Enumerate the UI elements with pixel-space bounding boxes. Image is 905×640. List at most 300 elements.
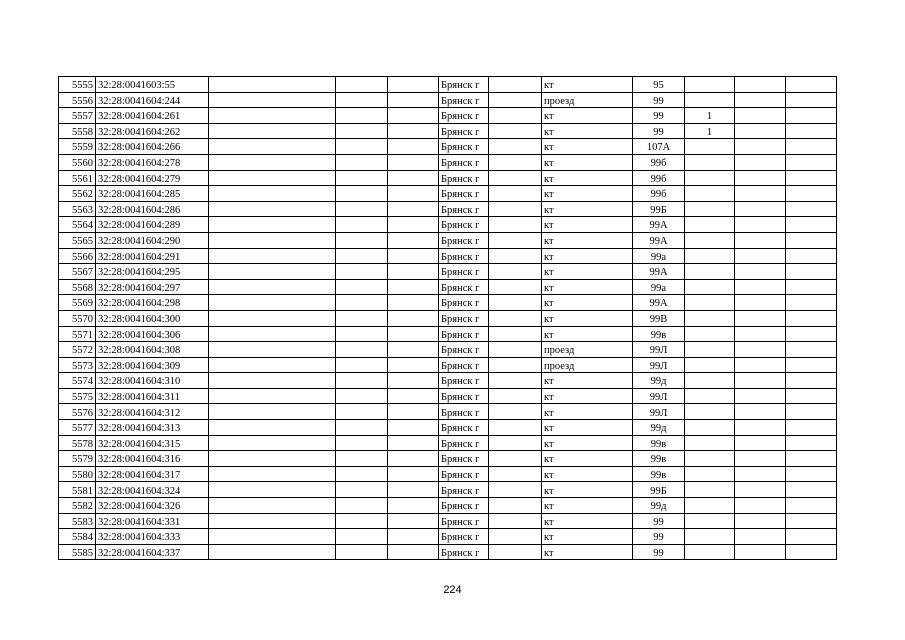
empty-cell [786,139,837,155]
city-cell: Брянск г [439,373,489,389]
empty-cell [209,420,336,436]
empty-cell [209,77,336,93]
house-number-cell: 107А [633,139,685,155]
row-number-cell: 5585 [59,544,96,560]
empty-cell [336,232,388,248]
empty-cell [735,170,786,186]
empty-cell [388,529,439,545]
house-number-cell: 99в [633,451,685,467]
city-cell: Брянск г [439,77,489,93]
empty-cell [786,264,837,280]
city-cell: Брянск г [439,357,489,373]
city-cell: Брянск г [439,482,489,498]
cadastral-number-cell: 32:28:0041604:331 [96,513,209,529]
empty-cell [489,388,542,404]
street-type-cell: кт [542,451,633,467]
empty-cell [735,513,786,529]
house-number-cell: 99А [633,295,685,311]
street-type-cell: кт [542,264,633,280]
city-cell: Брянск г [439,248,489,264]
empty-cell [209,326,336,342]
empty-cell [209,451,336,467]
empty-cell [336,420,388,436]
empty-cell [489,264,542,280]
table-row [59,123,837,139]
street-type-cell: кт [542,544,633,560]
empty-cell [388,201,439,217]
house-number-cell: 99д [633,373,685,389]
city-cell: Брянск г [439,420,489,436]
empty-cell [489,342,542,358]
cadastral-number-cell: 32:28:0041604:308 [96,342,209,358]
empty-cell [735,139,786,155]
street-type-cell: кт [542,248,633,264]
city-cell: Брянск г [439,295,489,311]
empty-cell [489,232,542,248]
empty-cell [786,482,837,498]
empty-cell [209,388,336,404]
street-type-cell: кт [542,529,633,545]
street-type-cell: кт [542,482,633,498]
empty-cell [786,342,837,358]
row-number-cell: 5576 [59,404,96,420]
empty-cell [735,77,786,93]
empty-cell [786,77,837,93]
extra-value-cell [685,92,735,108]
empty-cell [209,248,336,264]
extra-value-cell [685,186,735,202]
street-type-cell: кт [542,373,633,389]
street-type-cell: проезд [542,92,633,108]
row-number-cell: 5580 [59,466,96,482]
empty-cell [489,529,542,545]
empty-cell [735,544,786,560]
empty-cell [209,92,336,108]
table-row [59,264,837,280]
house-number-cell: 99б [633,186,685,202]
row-number-cell: 5578 [59,435,96,451]
house-number-cell: 99Б [633,482,685,498]
empty-cell [786,513,837,529]
empty-cell [209,170,336,186]
city-cell: Брянск г [439,92,489,108]
empty-cell [388,451,439,467]
empty-cell [388,357,439,373]
empty-cell [489,326,542,342]
row-number-cell: 5563 [59,201,96,217]
extra-value-cell [685,513,735,529]
empty-cell [489,513,542,529]
row-number-cell: 5582 [59,498,96,514]
empty-cell [735,201,786,217]
empty-cell [786,186,837,202]
empty-cell [209,404,336,420]
empty-cell [336,342,388,358]
extra-value-cell [685,451,735,467]
empty-cell [209,466,336,482]
empty-cell [336,279,388,295]
empty-cell [735,357,786,373]
empty-cell [336,248,388,264]
cadastral-number-cell: 32:28:0041604:297 [96,279,209,295]
empty-cell [786,279,837,295]
extra-value-cell [685,217,735,233]
city-cell: Брянск г [439,310,489,326]
empty-cell [336,154,388,170]
cadastral-number-cell: 32:28:0041604:306 [96,326,209,342]
city-cell: Брянск г [439,544,489,560]
street-type-cell: кт [542,232,633,248]
row-number-cell: 5572 [59,342,96,358]
empty-cell [336,326,388,342]
empty-cell [489,217,542,233]
empty-cell [786,154,837,170]
house-number-cell: 99А [633,264,685,280]
extra-value-cell [685,435,735,451]
empty-cell [388,420,439,436]
empty-cell [336,388,388,404]
empty-cell [388,77,439,93]
house-number-cell: 99д [633,498,685,514]
empty-cell [336,451,388,467]
empty-cell [735,498,786,514]
empty-cell [735,232,786,248]
cadastral-number-cell: 32:28:0041604:333 [96,529,209,545]
empty-cell [388,232,439,248]
empty-cell [388,154,439,170]
empty-cell [209,264,336,280]
row-number-cell: 5561 [59,170,96,186]
cadastral-number-cell: 32:28:0041604:244 [96,92,209,108]
empty-cell [786,248,837,264]
cadastral-number-cell: 32:28:0041604:311 [96,388,209,404]
table-row [59,357,837,373]
table-row [59,435,837,451]
row-number-cell: 5570 [59,310,96,326]
extra-value-cell [685,357,735,373]
empty-cell [489,482,542,498]
table-row [59,217,837,233]
empty-cell [489,420,542,436]
empty-cell [336,201,388,217]
empty-cell [336,264,388,280]
empty-cell [735,186,786,202]
empty-cell [209,108,336,124]
table-row [59,92,837,108]
table-row [59,388,837,404]
empty-cell [209,186,336,202]
table-row [59,170,837,186]
house-number-cell: 99в [633,466,685,482]
house-number-cell: 99а [633,248,685,264]
extra-value-cell: 1 [685,123,735,139]
empty-cell [388,342,439,358]
row-number-cell: 5584 [59,529,96,545]
empty-cell [786,451,837,467]
house-number-cell: 99а [633,279,685,295]
extra-value-cell [685,466,735,482]
cadastral-number-cell: 32:28:0041604:262 [96,123,209,139]
cadastral-number-cell: 32:28:0041604:286 [96,201,209,217]
extra-value-cell [685,373,735,389]
cadastral-number-cell: 32:28:0041604:295 [96,264,209,280]
extra-value-cell [685,388,735,404]
row-number-cell: 5575 [59,388,96,404]
street-type-cell: кт [542,77,633,93]
empty-cell [735,248,786,264]
house-number-cell: 99 [633,123,685,139]
city-cell: Брянск г [439,123,489,139]
table-row [59,373,837,389]
empty-cell [209,279,336,295]
empty-cell [388,186,439,202]
cadastral-number-cell: 32:28:0041604:324 [96,482,209,498]
empty-cell [336,482,388,498]
empty-cell [489,357,542,373]
street-type-cell: проезд [542,357,633,373]
empty-cell [489,77,542,93]
city-cell: Брянск г [439,264,489,280]
empty-cell [209,123,336,139]
street-type-cell: кт [542,170,633,186]
empty-cell [489,451,542,467]
empty-cell [388,466,439,482]
cadastral-number-cell: 32:28:0041604:279 [96,170,209,186]
empty-cell [489,466,542,482]
cadastral-number-cell: 32:28:0041604:309 [96,357,209,373]
city-cell: Брянск г [439,154,489,170]
city-cell: Брянск г [439,451,489,467]
empty-cell [786,217,837,233]
city-cell: Брянск г [439,232,489,248]
empty-cell [786,123,837,139]
empty-cell [786,420,837,436]
empty-cell [489,435,542,451]
empty-cell [489,295,542,311]
cadastral-number-cell: 32:28:0041604:337 [96,544,209,560]
street-type-cell: кт [542,466,633,482]
city-cell: Брянск г [439,139,489,155]
cadastral-number-cell: 32:28:0041604:316 [96,451,209,467]
empty-cell [336,404,388,420]
empty-cell [786,357,837,373]
empty-cell [735,108,786,124]
street-type-cell: проезд [542,342,633,358]
street-type-cell: кт [542,108,633,124]
empty-cell [388,326,439,342]
street-type-cell: кт [542,295,633,311]
house-number-cell: 99А [633,217,685,233]
street-type-cell: кт [542,139,633,155]
extra-value-cell [685,529,735,545]
row-number-cell: 5574 [59,373,96,389]
empty-cell [388,108,439,124]
empty-cell [388,404,439,420]
cadastral-number-cell: 32:28:0041603:55 [96,77,209,93]
empty-cell [786,388,837,404]
registry-table [58,76,837,560]
table-row [59,279,837,295]
empty-cell [489,139,542,155]
empty-cell [786,295,837,311]
empty-cell [786,435,837,451]
empty-cell [336,123,388,139]
empty-cell [786,232,837,248]
row-number-cell: 5569 [59,295,96,311]
empty-cell [209,373,336,389]
empty-cell [735,342,786,358]
empty-cell [735,466,786,482]
row-number-cell: 5567 [59,264,96,280]
row-number-cell: 5556 [59,92,96,108]
empty-cell [489,108,542,124]
row-number-cell: 5565 [59,232,96,248]
street-type-cell: кт [542,435,633,451]
street-type-cell: кт [542,310,633,326]
street-type-cell: кт [542,186,633,202]
city-cell: Брянск г [439,108,489,124]
empty-cell [336,529,388,545]
row-number-cell: 5579 [59,451,96,467]
empty-cell [388,388,439,404]
street-type-cell: кт [542,201,633,217]
empty-cell [209,544,336,560]
table-row [59,186,837,202]
city-cell: Брянск г [439,388,489,404]
empty-cell [489,310,542,326]
empty-cell [336,498,388,514]
empty-cell [209,154,336,170]
empty-cell [336,544,388,560]
page-number: 224 [443,584,462,596]
street-type-cell: кт [542,513,633,529]
empty-cell [786,466,837,482]
empty-cell [735,451,786,467]
row-number-cell: 5562 [59,186,96,202]
empty-cell [336,310,388,326]
empty-cell [786,404,837,420]
extra-value-cell [685,326,735,342]
empty-cell [489,544,542,560]
house-number-cell: 99в [633,326,685,342]
empty-cell [388,544,439,560]
extra-value-cell [685,201,735,217]
row-number-cell: 5571 [59,326,96,342]
table-row [59,77,837,93]
extra-value-cell [685,404,735,420]
empty-cell [336,170,388,186]
empty-cell [388,279,439,295]
extra-value-cell [685,544,735,560]
extra-value-cell [685,248,735,264]
empty-cell [336,108,388,124]
row-number-cell: 5564 [59,217,96,233]
city-cell: Брянск г [439,404,489,420]
empty-cell [388,295,439,311]
empty-cell [388,310,439,326]
empty-cell [735,295,786,311]
city-cell: Брянск г [439,170,489,186]
cadastral-number-cell: 32:28:0041604:326 [96,498,209,514]
table-body [59,77,837,560]
empty-cell [735,435,786,451]
empty-cell [735,373,786,389]
empty-cell [336,77,388,93]
empty-cell [209,357,336,373]
table-row [59,544,837,560]
empty-cell [735,310,786,326]
house-number-cell: 99в [633,435,685,451]
cadastral-number-cell: 32:28:0041604:312 [96,404,209,420]
house-number-cell: 99 [633,92,685,108]
empty-cell [209,498,336,514]
empty-cell [209,232,336,248]
street-type-cell: кт [542,404,633,420]
row-number-cell: 5577 [59,420,96,436]
cadastral-number-cell: 32:28:0041604:291 [96,248,209,264]
city-cell: Брянск г [439,435,489,451]
empty-cell [388,217,439,233]
cadastral-number-cell: 32:28:0041604:285 [96,186,209,202]
cadastral-number-cell: 32:28:0041604:290 [96,232,209,248]
empty-cell [735,420,786,436]
empty-cell [786,529,837,545]
street-type-cell: кт [542,123,633,139]
row-number-cell: 5581 [59,482,96,498]
empty-cell [388,170,439,186]
empty-cell [786,498,837,514]
cadastral-number-cell: 32:28:0041604:289 [96,217,209,233]
empty-cell [209,513,336,529]
city-cell: Брянск г [439,529,489,545]
table-row [59,498,837,514]
empty-cell [786,326,837,342]
empty-cell [735,529,786,545]
extra-value-cell [685,342,735,358]
house-number-cell: 99 [633,544,685,560]
extra-value-cell [685,264,735,280]
row-number-cell: 5557 [59,108,96,124]
empty-cell [388,482,439,498]
empty-cell [735,264,786,280]
empty-cell [489,373,542,389]
empty-cell [735,326,786,342]
empty-cell [735,388,786,404]
empty-cell [209,295,336,311]
extra-value-cell [685,420,735,436]
house-number-cell: 99 [633,513,685,529]
empty-cell [388,513,439,529]
empty-cell [786,544,837,560]
empty-cell [388,498,439,514]
empty-cell [489,248,542,264]
house-number-cell: 99Л [633,404,685,420]
empty-cell [209,435,336,451]
row-number-cell: 5559 [59,139,96,155]
empty-cell [489,92,542,108]
table-row [59,482,837,498]
house-number-cell: 99В [633,310,685,326]
house-number-cell: 99 [633,108,685,124]
empty-cell [388,123,439,139]
city-cell: Брянск г [439,342,489,358]
cadastral-number-cell: 32:28:0041604:315 [96,435,209,451]
empty-cell [388,435,439,451]
empty-cell [336,435,388,451]
city-cell: Брянск г [439,466,489,482]
table-row [59,342,837,358]
empty-cell [209,482,336,498]
